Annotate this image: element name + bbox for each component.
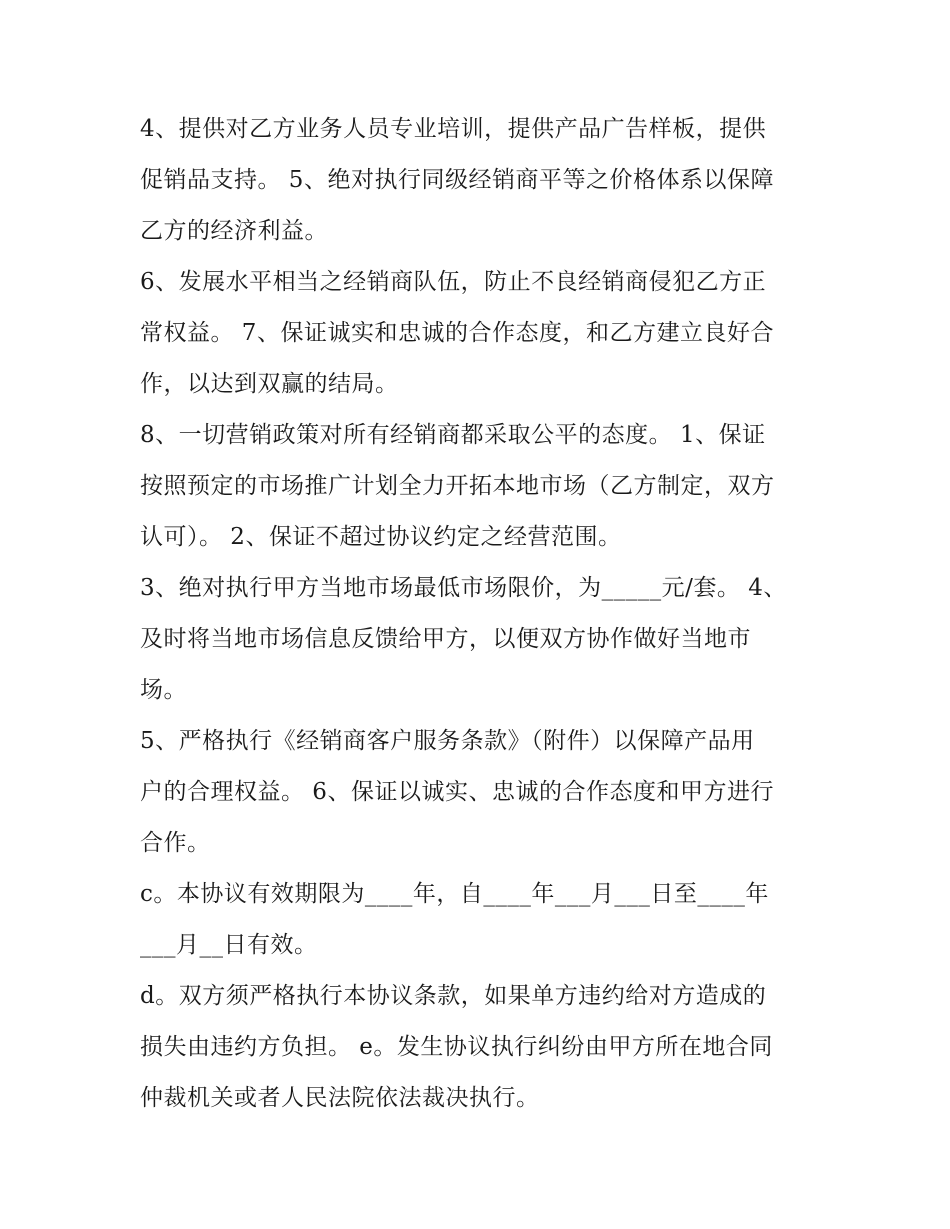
document-body: [140, 104, 810, 1124]
text-line: d。双方须严格执行本协议条款，如果单方违约给对方造成的: [140, 983, 767, 1009]
text-line: 场。: [140, 677, 187, 703]
text-line: 常权益。 7、保证诚实和忠诚的合作态度，和乙方建立良好合: [140, 320, 774, 346]
text-line: 仲裁机关或者人民法院依法裁决执行。: [140, 1085, 540, 1111]
text-line: 促销品支持。 5、绝对执行同级经销商平等之价格体系以保障: [140, 167, 774, 193]
text-line: 乙方的经济利益。: [140, 218, 328, 244]
text-line: 6、发展水平相当之经销商队伍，防止不良经销商侵犯乙方正: [140, 269, 767, 295]
text-line: 3、绝对执行甲方当地市场最低市场限价，为_____元/套。 4、: [140, 575, 787, 601]
text-line: 及时将当地市场信息反馈给甲方，以便双方协作做好当地市: [140, 626, 751, 652]
text-line: c。本协议有效期限为____年，自____年___月___日至____年: [140, 881, 769, 907]
text-line: 作，以达到双赢的结局。: [140, 371, 399, 397]
text-line: 按照预定的市场推广计划全力开拓本地市场（乙方制定，双方: [140, 473, 775, 499]
text-line: 5、严格执行《经销商客户服务条款》（附件）以保障产品用: [140, 728, 755, 754]
text-line: 认可）。 2、保证不超过协议约定之经营范围。: [140, 524, 622, 550]
text-line: 8、一切营销政策对所有经销商都采取公平的态度。 1、保证: [140, 422, 766, 448]
text-line: 损失由违约方负担。 e。发生协议执行纠纷由甲方所在地合同: [140, 1034, 773, 1060]
text-line: 户的合理权益。 6、保证以诚实、忠诚的合作态度和甲方进行: [140, 779, 774, 805]
text-line: ___月__日有效。: [140, 932, 318, 958]
text-line: 4、提供对乙方业务人员专业培训，提供产品广告样板，提供: [140, 116, 767, 142]
text-line: 合作。: [140, 830, 211, 856]
